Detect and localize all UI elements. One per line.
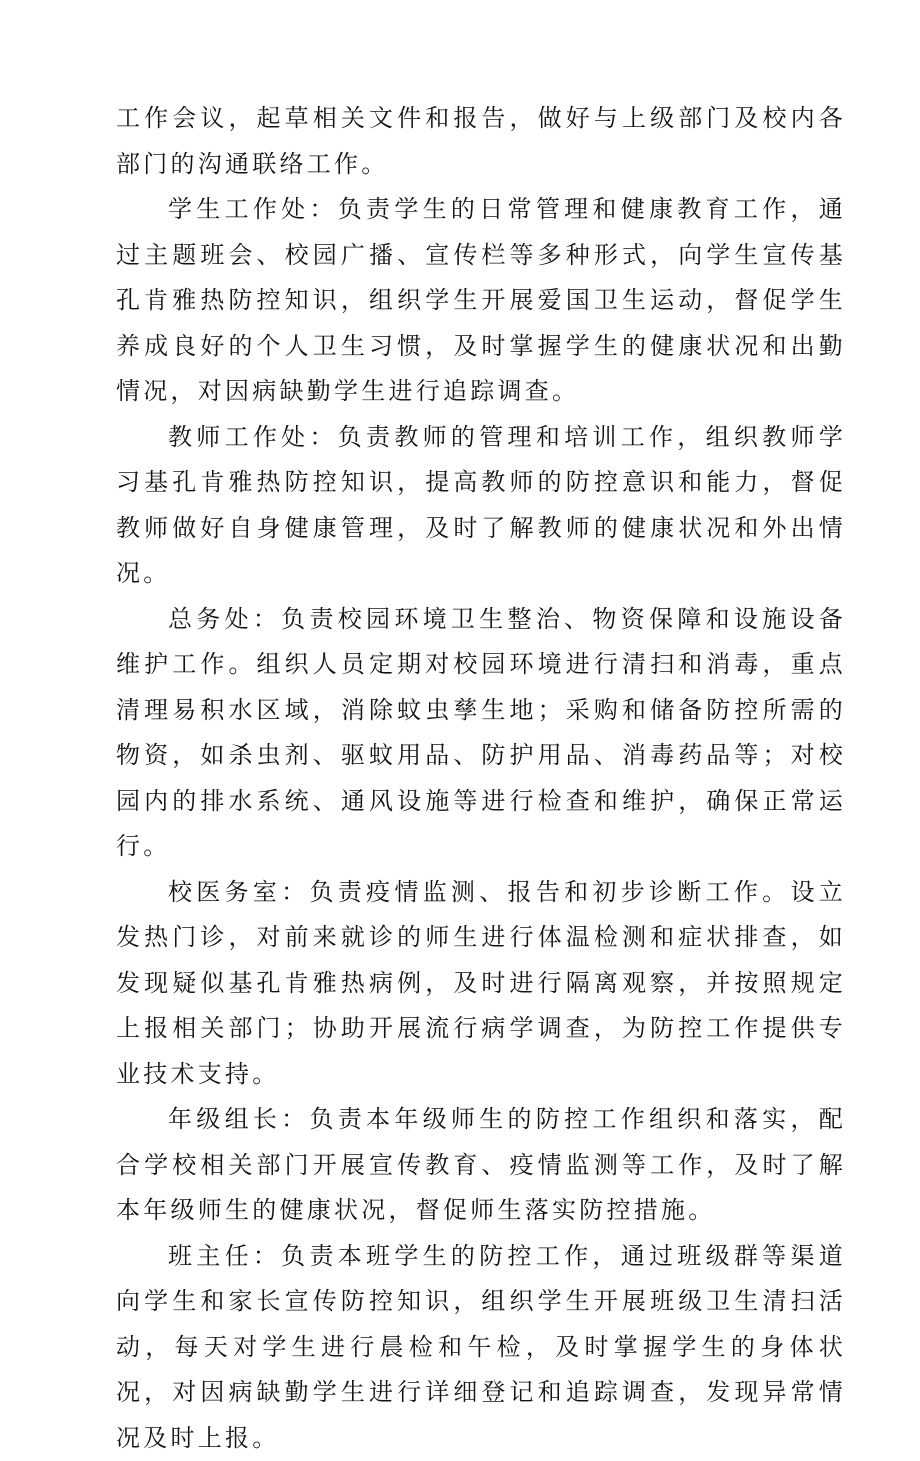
paragraph-head-teacher: 班主任：负责本班学生的防控工作，通过班级群等渠道向学生和家长宣传防控知识，组织学生开展班级卫生清扫活动，每天对学生进行晨检和午检，及时掌握学生的身体状况，对因病缺勤学生进行详细登记和追踪调查，发现异常情况及时上报。 <box>116 1234 846 1461</box>
paragraph-school-clinic: 校医务室：负责疫情监测、报告和初步诊断工作。设立发热门诊，对前来就诊的师生进行体温检测和症状排查，如发现疑似基孔肯雅热病例，及时进行隔离观察，并按照规定上报相关部门；协助开展流行病学调查，为防控工作提供专业技术支持。 <box>116 870 846 1098</box>
paragraph-student-affairs: 学生工作处：负责学生的日常管理和健康教育工作，通过主题班会、校园广播、宣传栏等多种形式，向学生宣传基孔肯雅热防控知识，组织学生开展爱国卫生运动，督促学生养成良好的个人卫生习惯，及时掌握学生的健康状况和出勤情况，对因病缺勤学生进行追踪调查。 <box>116 187 846 415</box>
paragraph-grade-leader: 年级组长：负责本年级师生的防控工作组织和落实，配合学校相关部门开展宣传教育、疫情监测等工作，及时了解本年级师生的健康状况，督促师生落实防控措施。 <box>116 1097 846 1234</box>
paragraph-teacher-affairs: 教师工作处：负责教师的管理和培训工作，组织教师学习基孔肯雅热防控知识，提高教师的防控意识和能力，督促教师做好自身健康管理，及时了解教师的健康状况和外出情况。 <box>116 415 846 597</box>
paragraph-general-affairs: 总务处：负责校园环境卫生整治、物资保障和设施设备维护工作。组织人员定期对校园环境进行清扫和消毒，重点清理易积水区域，消除蚊虫孳生地；采购和储备防控所需的物资，如杀虫剂、驱蚊用品、防护用品、消毒药品等；对校园内的排水系统、通风设施等进行检查和维护，确保正常运行。 <box>116 597 846 870</box>
paragraph-meeting-liaison: 工作会议，起草相关文件和报告，做好与上级部门及校内各部门的沟通联络工作。 <box>116 96 846 187</box>
